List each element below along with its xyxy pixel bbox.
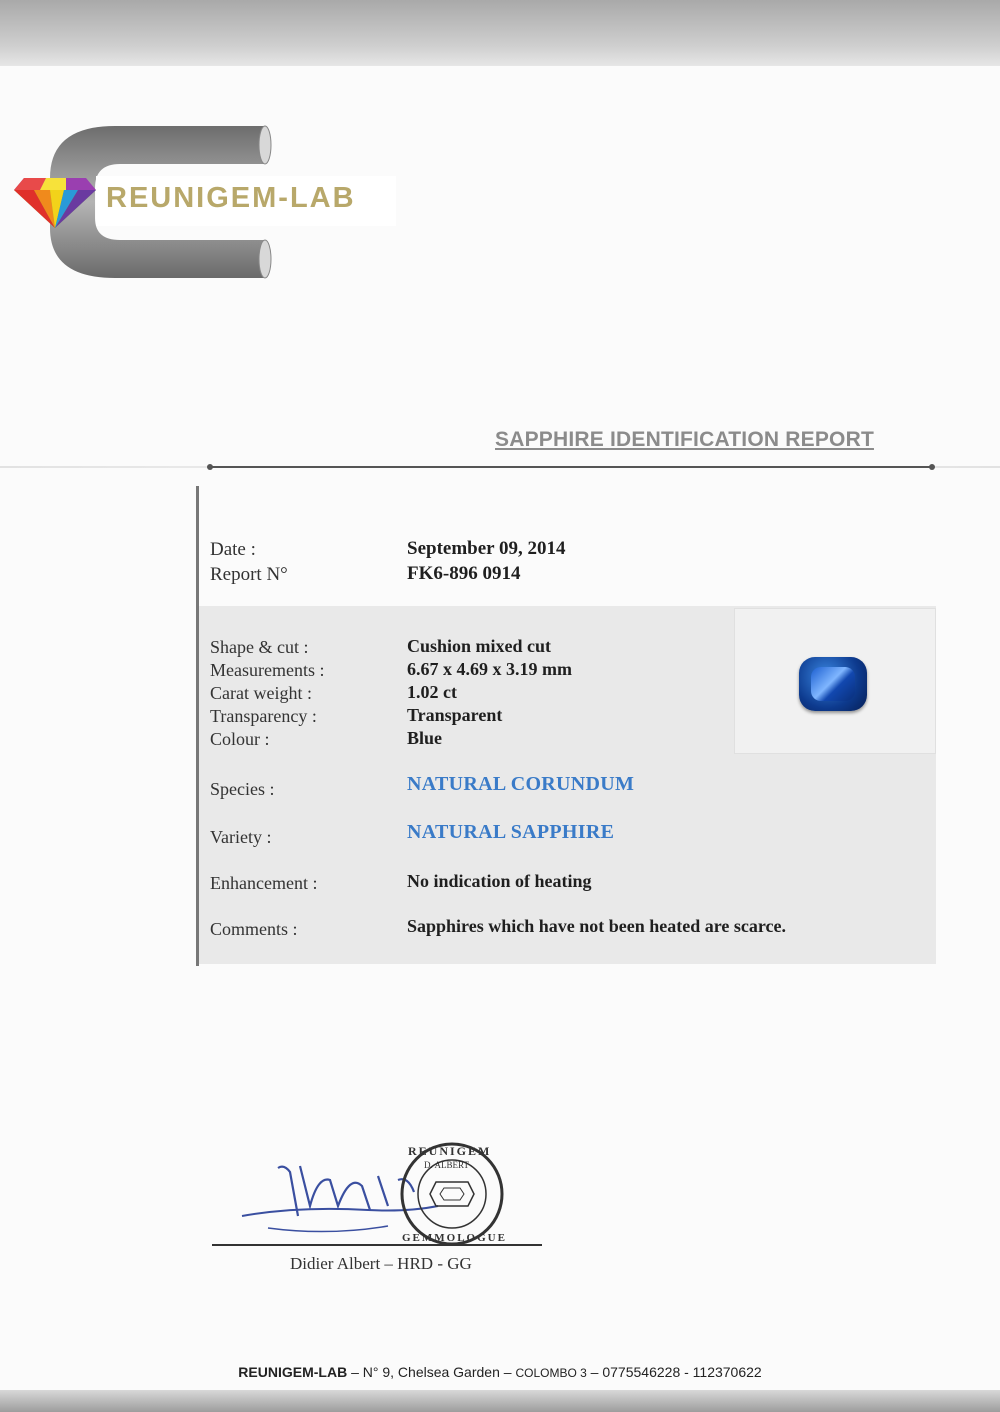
report-number-label: Report N° [210,564,288,585]
transparency-value: Transparent [407,705,503,725]
comments-value: Sapphires which have not been heated are scarce. [407,916,787,936]
logo-text: REUNIGEM-LAB [106,182,356,214]
report-number-value: FK6-896 0914 [407,563,521,584]
scan-border-bottom [0,1390,1000,1412]
measurements-value: 6.67 x 4.69 x 3.19 mm [407,659,572,679]
stamp-text-middle: D. ALBERT [424,1160,469,1170]
comments-label: Comments : [210,919,298,939]
variety-value: NATURAL SAPPHIRE [407,821,615,843]
footer-street: – N° 9, Chelsea Garden – [347,1364,516,1380]
carat-weight-value: 1.02 ct [407,682,457,702]
colour-label: Colour : [210,729,270,749]
signature-line [212,1244,542,1246]
transparency-label: Transparency : [210,706,317,726]
enhancement-value: No indication of heating [407,871,592,891]
lab-logo [10,118,410,288]
footer-city: COLOMBO 3 [515,1366,587,1380]
measurements-label: Measurements : [210,660,325,680]
signature-stamp [238,1136,518,1256]
enhancement-label: Enhancement : [210,873,318,893]
sapphire-image [799,657,867,711]
species-label: Species : [210,779,275,799]
footer-address [0,1364,1000,1380]
footer-phones: – 0775546228 - 112370622 [586,1364,762,1380]
report-title: SAPPHIRE IDENTIFICATION REPORT [495,428,874,451]
carat-weight-label: Carat weight : [210,683,312,703]
date-label: Date : [210,539,256,560]
title-divider [210,466,932,468]
stamp-text-bottom: GEMMOLOGUE [402,1232,507,1244]
stamp-text-top: REUNIGEM [408,1144,492,1158]
footer-lab-name: REUNIGEM-LAB [238,1364,348,1380]
date-value: September 09, 2014 [407,538,566,559]
gemmologue-stamp-icon [402,1144,502,1244]
scan-border-top [0,0,1000,66]
signer-name: Didier Albert – HRD - GG [290,1254,472,1273]
colour-value: Blue [407,728,443,748]
species-value: NATURAL CORUNDUM [407,773,635,795]
gem-photo [734,608,936,754]
shape-cut-value: Cushion mixed cut [407,636,552,656]
variety-label: Variety : [210,827,272,847]
shape-cut-label: Shape & cut : [210,637,309,657]
